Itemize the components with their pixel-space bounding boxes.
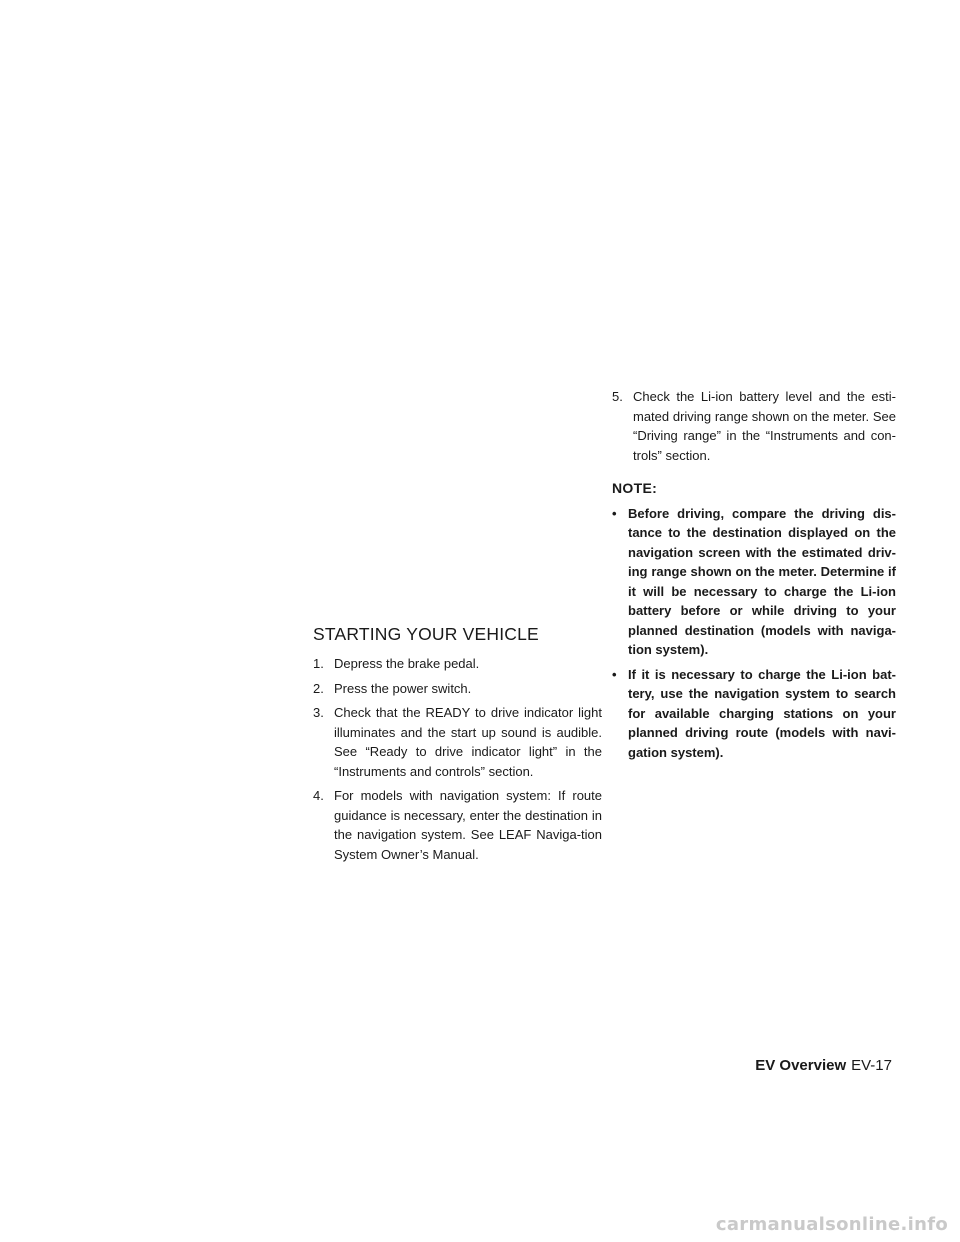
step-text: Press the power switch. [334, 680, 472, 696]
footer-section: EV Overview [755, 1057, 847, 1074]
step-text: Check the Li-ion battery level and the esti-mated driving range shown on the meter. See “Driving range” in the “Instruments and con-trols” section. [633, 389, 896, 463]
bullet-icon: • [612, 505, 617, 521]
left-column [313, 622, 602, 869]
step-item [313, 679, 602, 699]
step-text: Check that the READY to drive indicator light illuminates and the start up sound is audible. See “Ready to drive indicator light” in the “Instruments and controls” section. [334, 705, 602, 779]
step-item [313, 654, 602, 674]
step-item [313, 786, 602, 864]
page-footer [755, 1057, 892, 1074]
step-item [612, 387, 896, 465]
watermark: carmanualsonline.info [715, 1214, 948, 1235]
note-title: NOTE: [612, 480, 658, 496]
section-heading: STARTING YOUR VEHICLE [313, 624, 539, 644]
step-text: Depress the brake pedal. [334, 656, 480, 671]
page-number: EV-17 [851, 1057, 892, 1074]
step-number: 3. [313, 705, 324, 720]
bullet-icon: • [612, 666, 617, 682]
note-text: Before driving, compare the driving dis-tance to the destination displayed on the navigation screen with the estimated driv-ing range shown on the meter. Determine if it will be necessary to charge the Li-ion battery before or while driving to your planned destination (models with naviga-tion system). [628, 505, 896, 657]
step-number: 2. [313, 680, 324, 696]
step-number: 5. [612, 389, 623, 404]
right-column [612, 387, 896, 767]
note-item [612, 665, 896, 763]
step-number: 1. [313, 656, 324, 671]
step-text: For models with navigation system: If route guidance is necessary, enter the destination in the navigation system. See LEAF Naviga-tion System Owner’s Manual. [334, 788, 602, 862]
note-item [612, 504, 896, 660]
step-item [313, 703, 602, 781]
note-text: If it is necessary to charge the Li-ion bat-tery, use the navigation system to search for available charging stations on your planned driving route (models with navi-gation system). [628, 666, 896, 760]
step-number: 4. [313, 788, 324, 803]
